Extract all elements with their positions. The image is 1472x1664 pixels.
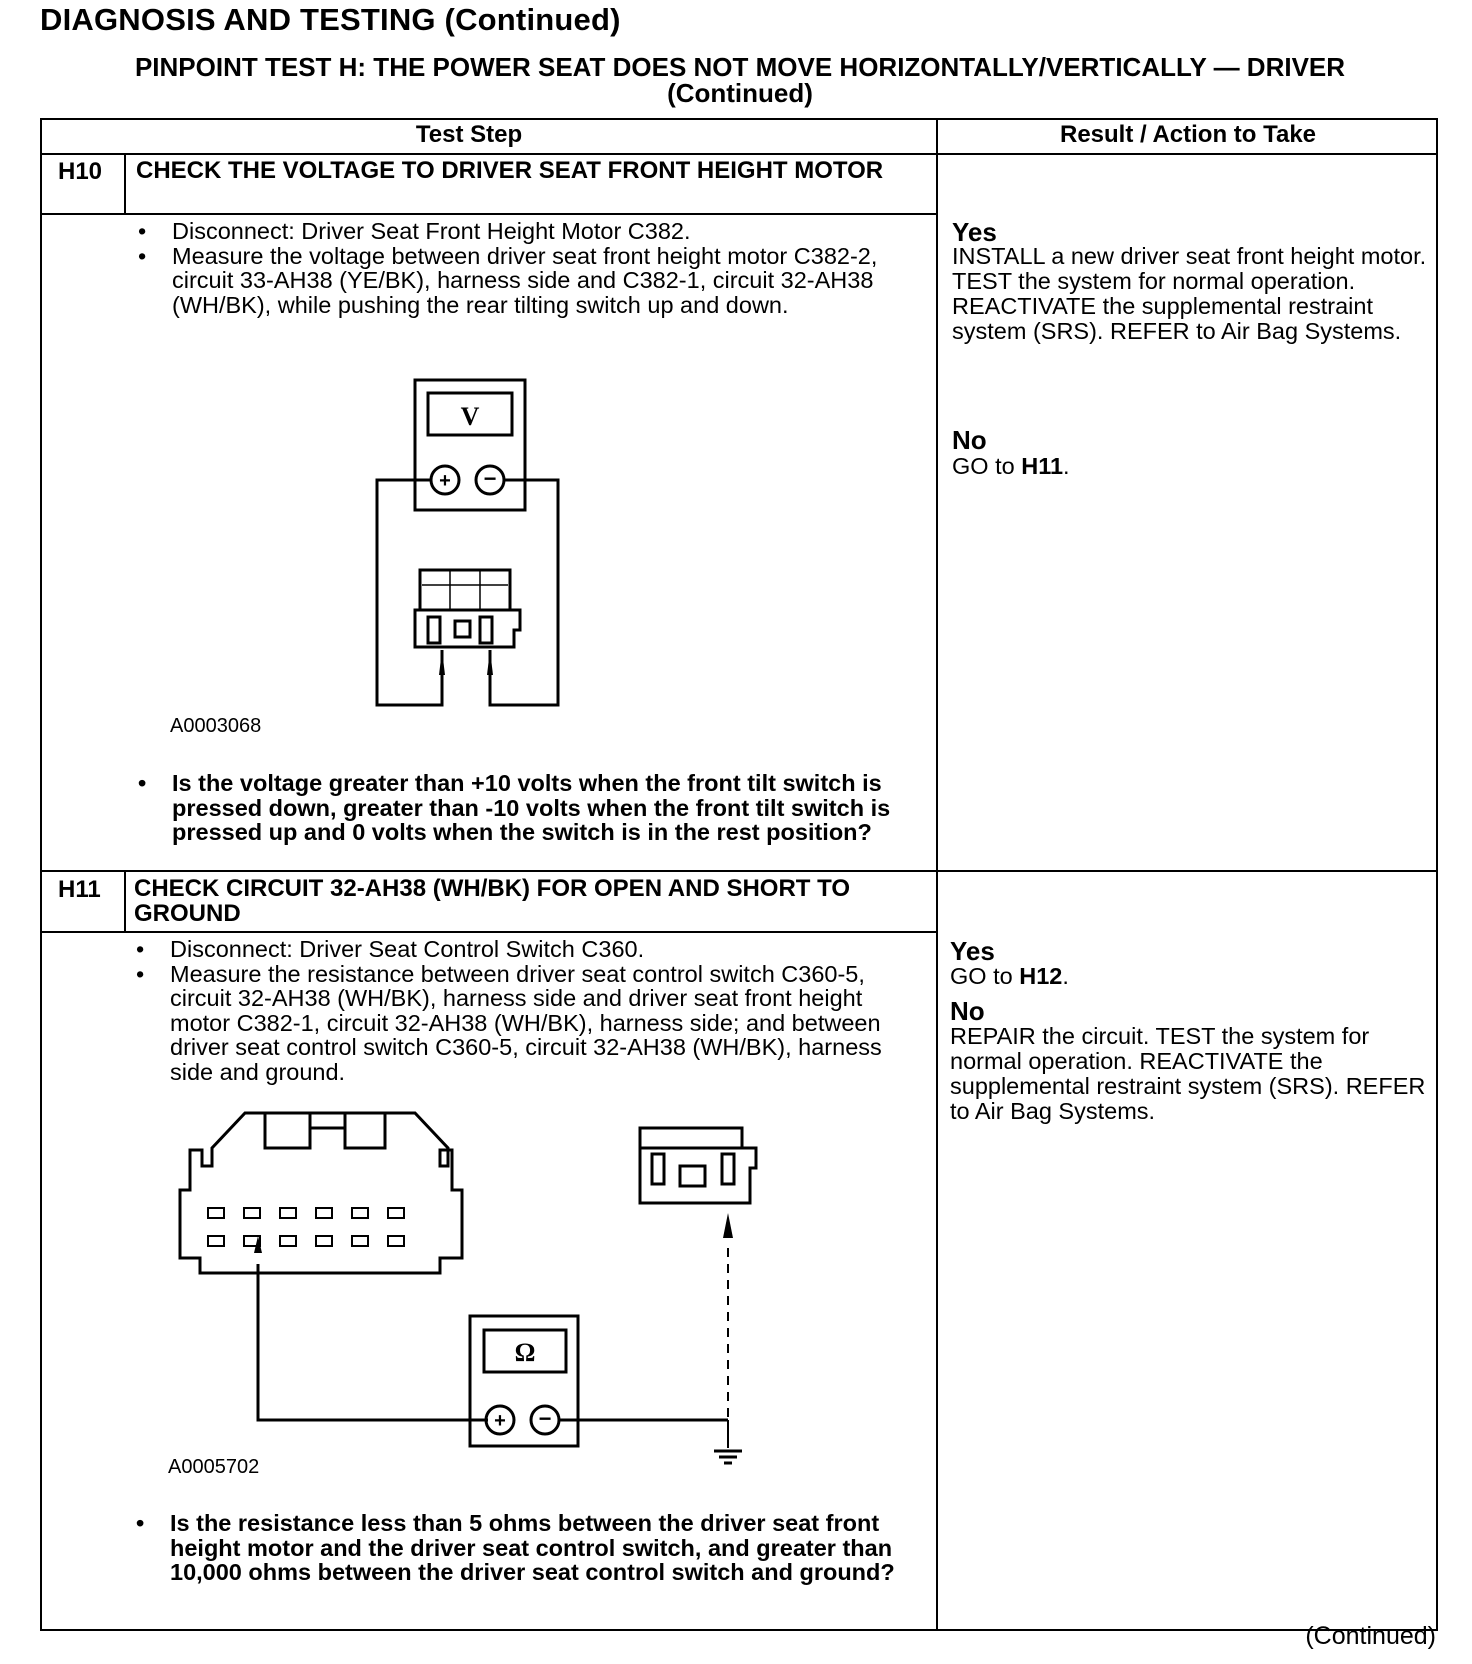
step-id-divider-h11 — [124, 872, 126, 932]
no-action-h11: REPAIR the circuit. TEST the system for normal operation. REACTIVATE the supplemental restraint system (SRS). REFER to Air Bag Systems. — [950, 1023, 1426, 1124]
yes-action-h11: GO to H12. — [950, 963, 1069, 989]
h10-title-rule — [40, 213, 936, 215]
list-item: • Disconnect: Driver Seat Control Switch C360. — [130, 937, 910, 962]
probe-tip-motor — [723, 1213, 733, 1238]
yes-action-h10: INSTALL a new driver seat front height motor. TEST the system for normal operation. REACTIVATE the supplemental restraint system (SRS). REFER to Air Bag Systems. — [952, 243, 1427, 344]
connector-pin-1 — [428, 617, 440, 643]
ground-symbol — [714, 1451, 742, 1463]
motor-pin-2 — [722, 1154, 734, 1184]
question-h10: • Is the voltage greater than +10 volts when the front tilt switch is pressed down, greater than -10 volts when the front tilt switch is pressed up and 0 volts when the switch is in the rest position? — [132, 771, 932, 845]
step-title-h11: CHECK CIRCUIT 32-AH38 (WH/BK) FOR OPEN AND SHORT TO GROUND — [134, 875, 851, 927]
step-separator — [40, 870, 1438, 872]
h11-title-rule — [40, 931, 936, 933]
question-h11: • Is the resistance less than 5 ohms between the driver seat front height motor and the driver seat control switch, and greater than 10,000 ohms between the driver seat control switch and ground? — [130, 1511, 930, 1585]
meter-symbol: Ω — [514, 1338, 536, 1367]
continued-note: (Continued) — [1305, 1622, 1436, 1650]
subtitle-line1: PINPOINT TEST H: THE POWER SEAT DOES NOT MOVE HORIZONTALLY/VERTICALLY — DRIVER — [134, 52, 1346, 82]
step-id-divider-h10 — [124, 154, 126, 214]
motor-pin-1 — [652, 1154, 664, 1184]
connector-housing-top — [420, 570, 510, 610]
no-label-h10: No — [952, 425, 987, 455]
step-id-h10: H10 — [58, 158, 103, 185]
switch-connector-body — [180, 1113, 462, 1273]
no-label-h11: No — [950, 996, 985, 1026]
no-action-h10: GO to H11. — [952, 453, 1070, 479]
connector-latch — [455, 621, 470, 637]
probe-wire-switch — [258, 1264, 488, 1420]
list-item: • Disconnect: Driver Seat Front Height Motor C382. — [132, 219, 922, 244]
column-header-test-step: Test Step — [415, 121, 523, 148]
connector-latch — [265, 1113, 385, 1148]
figure-id-h10: A0003068 — [170, 715, 262, 737]
probe-tip-right — [487, 650, 493, 675]
svg-text:+: + — [439, 470, 451, 492]
instructions-h10 — [132, 219, 922, 317]
svg-text:+: + — [494, 1410, 506, 1432]
svg-text:−: − — [538, 1406, 552, 1431]
yes-label-h10: Yes — [952, 217, 997, 247]
column-divider — [936, 118, 938, 1631]
goto-link-h12[interactable]: H12 — [1019, 963, 1063, 989]
connector-pin-2 — [480, 617, 492, 643]
subtitle-line2: (Continued) — [667, 78, 813, 108]
voltmeter-body — [415, 380, 525, 510]
figure-id-h11: A0005702 — [168, 1456, 260, 1478]
ohmmeter-diagram-h11 — [170, 1108, 790, 1488]
instructions-h11 — [130, 937, 910, 1084]
voltmeter-diagram-h10 — [360, 375, 600, 715]
list-item: • Measure the resistance between driver seat control switch C360-5, circuit 32-AH38 (WH/BK), harness side and driver seat front height motor C382-1, circuit 32-AH38 (WH/BK), harness side; and between driver seat control switch C360-5, circuit 32-AH38 (WH/BK), harness side and ground. — [130, 962, 910, 1085]
motor-latch — [680, 1166, 705, 1186]
page-title: DIAGNOSIS AND TESTING (Continued) — [40, 2, 621, 37]
list-item: • Measure the voltage between driver seat front height motor C382-2, circuit 33-AH38 (YE/BK), harness side and C382-1, circuit 32-AH38 (WH/BK), while pushing the rear tilting switch up and down. — [132, 244, 922, 318]
negative-lead — [490, 480, 558, 705]
step-id-h11: H11 — [58, 876, 101, 903]
yes-label-h11: Yes — [950, 936, 995, 966]
header-rule — [40, 153, 1438, 155]
pinpoint-test-title — [40, 54, 1440, 106]
column-header-result: Result / Action to Take — [1059, 121, 1317, 148]
goto-link-h11[interactable]: H11 — [1021, 453, 1064, 479]
step-title-h10: CHECK THE VOLTAGE TO DRIVER SEAT FRONT HEIGHT MOTOR — [136, 157, 884, 184]
positive-lead — [377, 480, 442, 705]
meter-symbol: V — [460, 402, 480, 431]
probe-tip-left — [439, 650, 445, 675]
svg-text:−: − — [483, 466, 497, 491]
